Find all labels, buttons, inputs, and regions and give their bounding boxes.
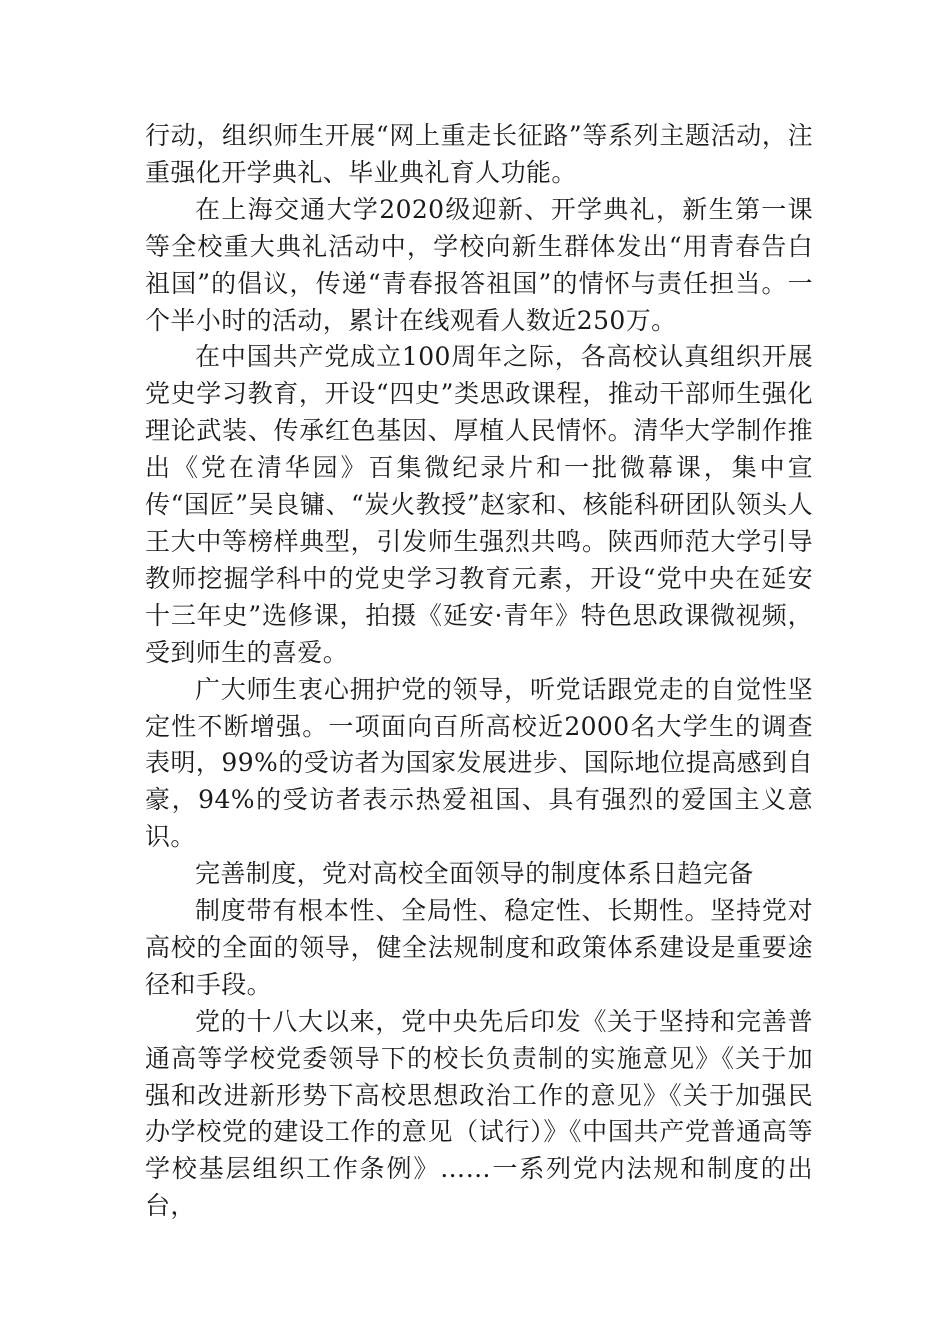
- section-heading: 完善制度，党对高校全面领导的制度体系日趋完备: [195, 859, 754, 889]
- paragraph-continuation: 行动，组织师生开展“网上重走长征路”等系列主题活动，注重强化开学典礼、毕业典礼育人功能。: [145, 121, 813, 187]
- paragraph-survey-results: 广大师生衷心拥护党的领导，听党话跟党走的自觉性坚定性不断增强。一项面向百所高校近2000名大学生的调查表明，99%的受访者为国家发展进步、国际地位提高感到自豪，94%的受访者表示热爱祖国、具有强烈的爱国主义意识。: [145, 674, 813, 852]
- document-body: [145, 118, 813, 1225]
- paragraph-regulations: 党的十八大以来，党中央先后印发《关于坚持和完善普通高等学校党委领导下的校长负责制的实施意见》《关于加强和改进新形势下高校思想政治工作的意见》《关于加强民办学校党的建设工作的意见（试行）》《中国共产党普通高等学校基层组织工作条例》……一系列党内法规和制度的出台，: [145, 1006, 813, 1221]
- paragraph-sjtu-ceremony: 在上海交通大学2020级迎新、开学典礼，新生第一课等全校重大典礼活动中，学校向新生群体发出“用青春告白祖国”的倡议，传递“青春报答祖国”的情怀与责任担当。一个半小时的活动，累计在线观看人数近250万。: [145, 194, 813, 335]
- paragraph-party-history-education: 在中国共产党成立100周年之际，各高校认真组织开展党史学习教育，开设“四史”类思政课程，推动干部师生强化理论武装、传承红色基因、厚植人民情怀。清华大学制作推出《党在清华园》百集微纪录片和一批微幕课，集中宣传“国匠”吴良镛、“炭火教授”赵家和、核能科研团队领头人王大中等榜样典型，引发师生强烈共鸣。陕西师范大学引导教师挖掘学科中的党史学习教育元素，开设“党中央在延安十三年史”选修课，拍摄《延安·青年》特色思政课微视频，受到师生的喜爱。: [145, 342, 813, 667]
- paragraph-institution: 制度带有根本性、全局性、稳定性、长期性。坚持党对高校的全面的领导，健全法规制度和政策体系建设是重要途径和手段。: [145, 896, 813, 999]
